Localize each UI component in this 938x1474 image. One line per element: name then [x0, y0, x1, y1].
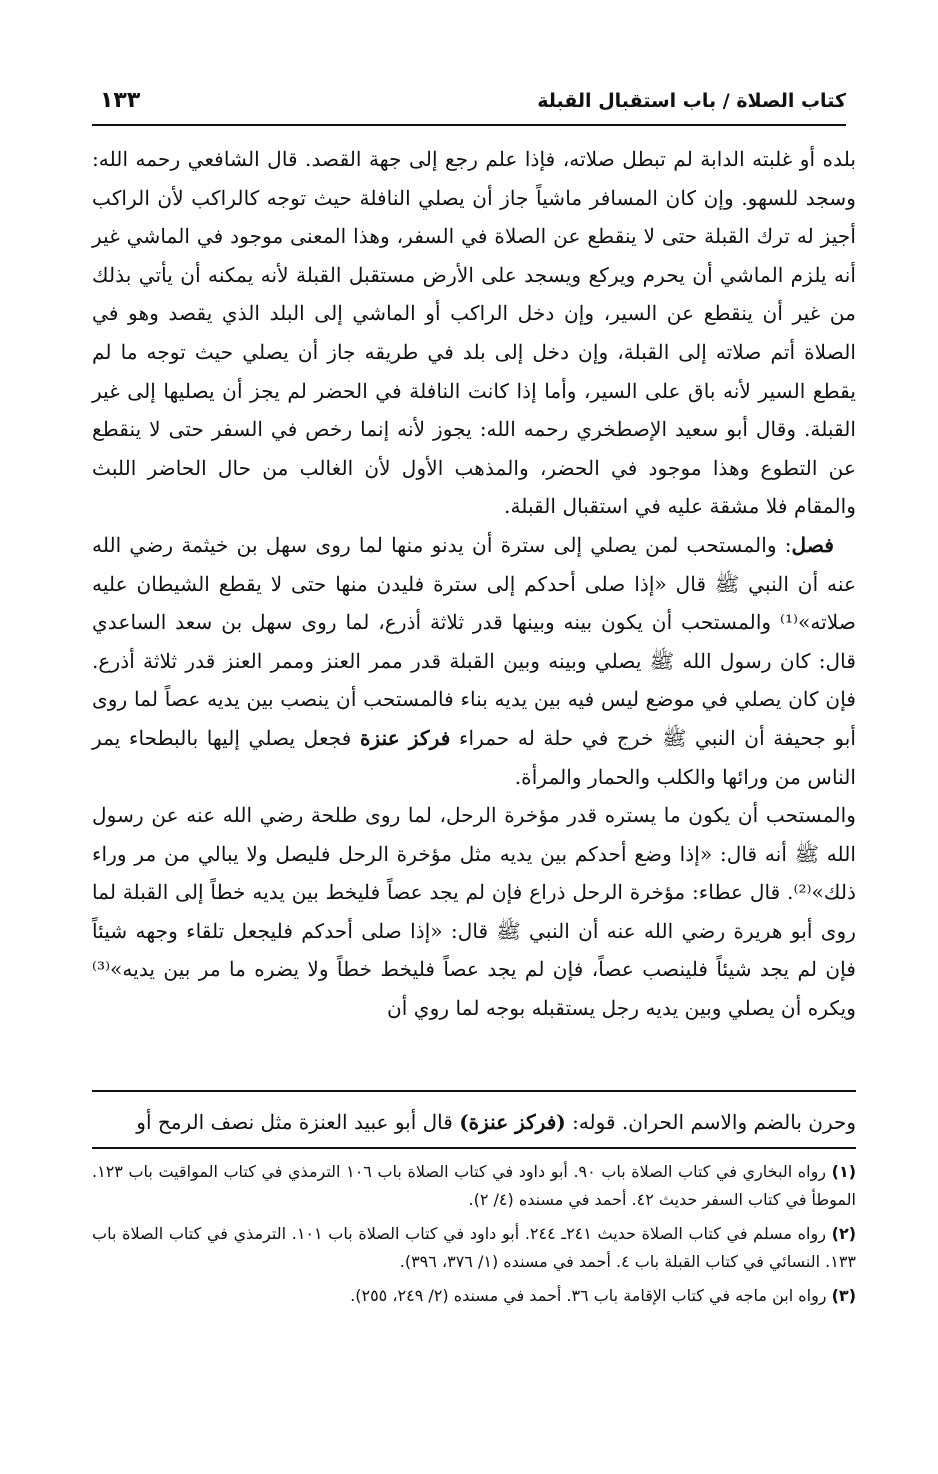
gloss-rule: [92, 1090, 856, 1092]
footnote-3: [92, 1282, 856, 1310]
paragraph-2-text: : والمستحب لمن يصلي إلى سترة أن يدنو منها لما روى سهل بن خيثمة رضي الله عنه أن النبي ﷺ قال «إذا صلى أحدكم إلى سترة فليدن منها حتى لا يقطع الشيطان عليه صلاته»⁽¹⁾ والمستحب أن يكون بينه وبينها قدر ثلاثة أذرع، لما روى سهل بن سعد الساعدي قال: كان رسول الله ﷺ يصلي وبينه وبين القبلة قدر ممر العنز وممر العنز قدر ثلاثة أذرع. فإن كان يصلي في موضع ليس فيه بين يديه بناء فالمستحب أن ينصب بين يديه عصاً لما روى أبو جحيفة أن النبي ﷺ خرج في حلة له حمراء: [92, 532, 857, 750]
paragraph-1: بلده أو غلبته الدابة لم تبطل صلاته، فإذا علم رجع إلى جهة القصد. قال الشافعي رحمه الله: وسجد للسهو. وإن كان المسافر ماشياً جاز أن يصلي النافلة حيث توجه كالراكب لأن الراكب أجيز له ترك القبلة حتى لا ينقطع عن الصلاة في السفر، وهذا المعنى موجود في الماشي غير أنه يلزم الماشي أن يحرم ويركع ويسجد على الأرض مستقبل القبلة لأنه يمكنه أن يأتي بذلك من غير أن ينقطع عن السير، وإن دخل الراكب أو الماشي إلى البلد الذي يقصد وهو في الصلاة أتم صلاته إلى القبلة، وإن دخل إلى بلد في طريقه جاز أن يصلي حيث توجه ما لم يقطع السير لأنه باق على السير، وأما إذا كانت النافلة في الحضر لم يجز أن يصليها إلى غير القبلة. وقال أبو سعيد الإصطخري رحمه الله: يجوز لأنه إنما رخص في السفر حتى لا ينقطع عن التطوع وهذا موجود في الحضر، والمذهب الأول لأن الغالب من حال الحاضر اللبث والمقام فلا مشقة عليه في استقبال القبلة.: [92, 147, 856, 519]
footnote-1: [92, 1158, 856, 1214]
footnote-rule: [92, 1147, 856, 1149]
footnote-number: (١): [831, 1162, 857, 1181]
gloss-term: (فركز عنزة): [459, 1110, 566, 1134]
footnote-number: (٣): [831, 1286, 856, 1305]
gloss-after: قال أبو عبيد العنزة مثل نصف الرمح أو: [136, 1110, 453, 1134]
paragraph-3: والمستحب أن يكون ما يستره قدر مؤخرة الرحل، لما روى طلحة رضي الله عنه عن رسول الله ﷺ أنه قال: «إذا وضع أحدكم بين يديه مثل مؤخرة الرحل فليصل ولا يبالي من مر وراء ذلك»⁽²⁾. قال عطاء: مؤخرة الرحل ذراع فإن لم يجد عصاً فليخط بين يديه خطاً إلى القبلة لما روى أبو هريرة رضي الله عنه أن النبي ﷺ قال: «إذا صلى أحدكم فليجعل تلقاء وجهه شيئاً فإن لم يجد شيئاً فلينصب عصاً، فإن لم يجد عصاً فليخط خطاً ولا يضره ما مر بين يديه»⁽³⁾ ويكره أن يصلي وبين يديه رجل يستقبله بوجه لما روي أن: [92, 803, 856, 1021]
gloss-before: وحرن بالضم والاسم الحران. قوله:: [572, 1110, 856, 1134]
keyword-fakaraz: فركز عنزة: [359, 725, 451, 750]
header-title: كتاب الصلاة / باب استقبال القبلة: [537, 90, 846, 112]
gloss-text: [92, 1104, 856, 1140]
footnote-text: رواه ابن ماجه في كتاب الإقامة باب ٣٦. أحمد في مسنده (٢/ ٢٤٩، ٢٥٥).: [350, 1286, 827, 1305]
main-text: [92, 140, 856, 1028]
paragraph-2-end: فجعل يصلي إليها بالبطحاء يمر الناس من ورائها والكلب والحمار والمرأة.: [92, 725, 856, 789]
footnote-text: رواه مسلم في كتاب الصلاة حديث ٢٤١ـ ٢٤٤. أبو داود في كتاب الصلاة باب ١٠١. الترمذي في كتاب الصلاة باب ١٣٣. النسائي في كتاب القبلة باب ٤. أحمد في مسنده (١/ ٣٧٦، ٣٩٦).: [92, 1224, 856, 1271]
footnote-2: [92, 1220, 856, 1276]
footnote-number: (٢): [831, 1224, 857, 1243]
header-rule: [92, 124, 846, 126]
footnotes: [92, 1158, 856, 1316]
paragraph-2: [92, 526, 856, 796]
running-header: [92, 86, 846, 120]
page-number: ١٣٣: [100, 88, 141, 113]
footnote-text: رواه البخاري في كتاب الصلاة باب ٩٠. أبو داود في كتاب الصلاة باب ١٠٦ الترمذي في كتاب المواقيت باب ١٢٣. الموطأ في كتاب السفر حديث ٤٢. أحمد في مسنده (٤/ ٢).: [92, 1162, 856, 1209]
fasl-label: فصل: [791, 532, 834, 557]
